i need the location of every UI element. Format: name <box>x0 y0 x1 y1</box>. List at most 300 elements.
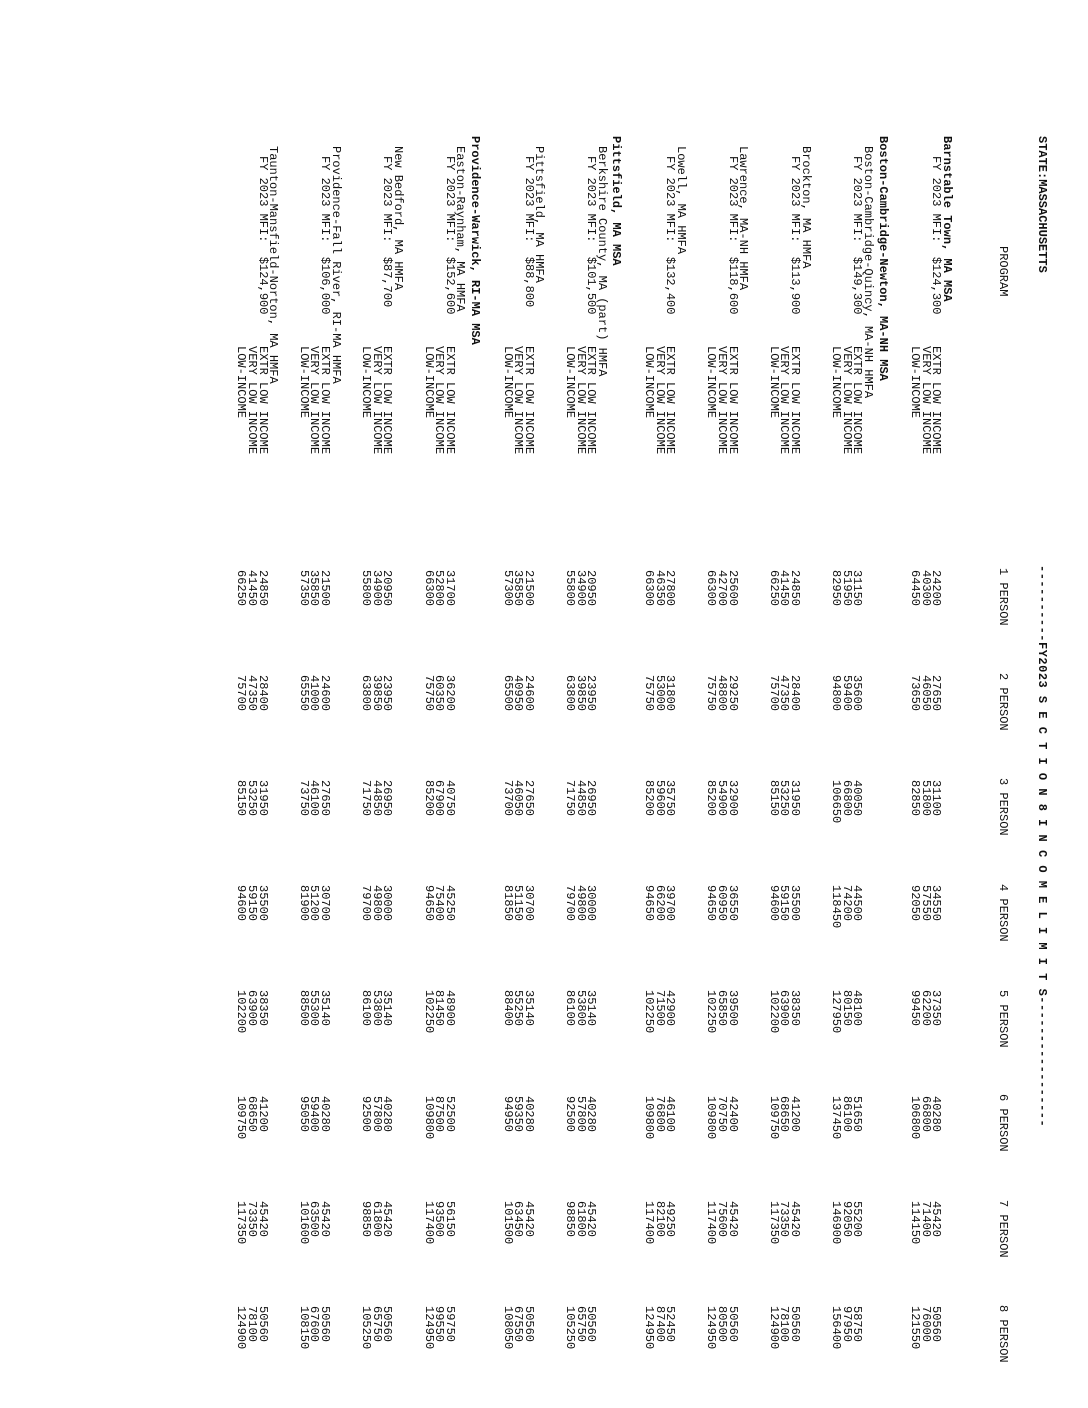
limit-value-3-person: 85200 <box>642 780 656 817</box>
limit-value-4-person: 94600 <box>766 885 781 922</box>
limit-value-2-person: 46050 <box>918 675 933 712</box>
mfi-label: FY 2023 MFI: $106,000 <box>318 156 332 315</box>
limit-value-3-person: 85200 <box>421 780 436 817</box>
limit-value-6-person: 76800 <box>652 1096 667 1133</box>
limit-value-5-person: 81450 <box>432 990 447 1027</box>
limit-value-5-person: 80150 <box>839 990 854 1027</box>
limit-value-5-person: 39500 <box>725 990 740 1027</box>
program-label: LOW-INCOME <box>908 346 923 419</box>
report-title: ----------FY2023 S E C T I O N 8 I N C O M E L I M I T S----------------- <box>1035 565 1049 1128</box>
program-label: VERY LOW INCOME <box>511 346 526 455</box>
program-label: VERY LOW INCOME <box>777 346 792 455</box>
limit-value-8-person: 59750 <box>442 1306 457 1343</box>
limit-value-3-person: 26950 <box>584 780 599 817</box>
limit-value-2-person: 28400 <box>255 675 270 712</box>
limit-value-5-person: 38350 <box>255 990 270 1027</box>
limit-value-3-person: 31100 <box>929 780 944 817</box>
limit-value-4-person: 94650 <box>704 885 719 922</box>
limit-value-2-person: 75750 <box>421 675 436 712</box>
limit-value-8-person: 87400 <box>652 1306 667 1343</box>
limit-value-1-person: 35850 <box>307 570 322 607</box>
program-label: EXTR LOW INCOME <box>318 346 332 455</box>
limit-value-5-person: 63900 <box>777 990 792 1027</box>
limit-value-6-person: 46100 <box>663 1096 678 1133</box>
limit-value-3-person: 85200 <box>704 780 719 817</box>
limit-value-7-person: 73350 <box>245 1201 259 1238</box>
limit-value-7-person: 63500 <box>307 1201 322 1238</box>
limit-value-1-person: 24850 <box>788 570 802 607</box>
limit-value-8-person: 50560 <box>725 1306 740 1343</box>
limit-value-3-person: 31950 <box>788 780 802 817</box>
limit-value-1-person: 20950 <box>380 570 395 607</box>
limit-value-1-person: 31700 <box>442 570 457 607</box>
limit-value-6-person: 109750 <box>234 1096 249 1140</box>
program-label: LOW-INCOME <box>563 346 577 419</box>
hmfa-name: Boston-Cambridge-Quincy, MA-NH HMFA <box>861 146 875 399</box>
limit-value-5-person: 53800 <box>573 990 588 1027</box>
limit-value-6-person: 42400 <box>725 1096 740 1133</box>
limit-value-6-person: 68650 <box>777 1096 792 1133</box>
limit-value-8-person: 108050 <box>500 1306 515 1350</box>
limit-value-2-person: 75700 <box>234 675 249 712</box>
limit-value-3-person: 26950 <box>380 780 395 817</box>
limit-value-1-person: 57300 <box>500 570 515 607</box>
limit-value-4-person: 45250 <box>442 885 457 922</box>
limit-value-6-person: 109800 <box>642 1096 656 1140</box>
limit-value-1-person: 25600 <box>725 570 740 607</box>
limit-value-4-person: 60950 <box>715 885 729 922</box>
limit-value-2-person: 73650 <box>908 675 923 712</box>
mfi-label: FY 2023 MFI: $152,600 <box>442 156 457 315</box>
limit-value-3-person: 44850 <box>369 780 384 817</box>
limit-value-7-person: 117400 <box>642 1201 656 1245</box>
program-label: LOW-INCOME <box>766 346 781 419</box>
limit-value-4-person: 81850 <box>500 885 515 922</box>
limit-value-1-person: 55800 <box>359 570 374 607</box>
limit-value-3-person: 82850 <box>908 780 923 817</box>
mfi-label: FY 2023 MFI: $113,900 <box>788 156 802 315</box>
limit-value-2-person: 94800 <box>829 675 844 712</box>
limit-value-5-person: 55250 <box>511 990 526 1027</box>
limit-value-1-person: 40300 <box>918 570 933 607</box>
program-label: VERY LOW INCOME <box>432 346 447 455</box>
limit-value-6-person: 137450 <box>829 1096 844 1140</box>
limit-value-4-person: 35500 <box>788 885 802 922</box>
limit-value-7-person: 45420 <box>929 1201 944 1238</box>
limit-value-4-person: 30700 <box>318 885 332 922</box>
limit-value-2-person: 31800 <box>663 675 678 712</box>
column-header-row <box>996 0 1010 1363</box>
limit-value-2-person: 63800 <box>563 675 577 712</box>
mfi-label: FY 2023 MFI: $101,500 <box>584 156 599 315</box>
limit-value-8-person: 76000 <box>918 1306 933 1343</box>
limit-value-6-person: 52500 <box>442 1096 457 1133</box>
limit-value-8-person: 50560 <box>255 1306 270 1343</box>
program-label: EXTR LOW INCOME <box>584 346 599 455</box>
limit-value-5-person: 86100 <box>359 990 374 1027</box>
limit-value-1-person: 55800 <box>563 570 577 607</box>
program-label: EXTR LOW INCOME <box>929 346 944 455</box>
limit-value-1-person: 31150 <box>850 570 865 607</box>
limit-value-5-person: 35140 <box>584 990 599 1027</box>
limit-value-4-person: 74200 <box>839 885 854 922</box>
header-2-person: 2 PERSON <box>996 673 1010 731</box>
header-8-person: 8 PERSON <box>996 1305 1010 1363</box>
limit-value-4-person: 35500 <box>255 885 270 922</box>
mfi-label: FY 2023 MFI: $132,400 <box>663 156 678 315</box>
program-label: LOW-INCOME <box>359 346 374 419</box>
program-label: EXTR LOW INCOME <box>380 346 395 455</box>
limit-value-5-person: 102250 <box>642 990 656 1034</box>
limit-value-8-person: 50560 <box>929 1306 944 1343</box>
limit-value-3-person: 54900 <box>715 780 729 817</box>
header-6-person: 6 PERSON <box>996 1094 1010 1152</box>
state-header: STATE:MASSACHUSETTS <box>1035 136 1049 273</box>
limit-value-8-person: 78100 <box>777 1306 792 1343</box>
limit-value-6-person: 94950 <box>500 1096 515 1133</box>
limit-value-7-person: 55200 <box>850 1201 865 1238</box>
limit-value-1-person: 27800 <box>663 570 678 607</box>
limit-value-5-person: 42900 <box>663 990 678 1027</box>
limit-value-5-person: 102250 <box>704 990 719 1034</box>
limit-value-6-person: 40280 <box>584 1096 599 1133</box>
limit-value-3-person: 66800 <box>839 780 854 817</box>
limit-value-6-person: 59350 <box>511 1096 526 1133</box>
limit-value-6-person: 92500 <box>563 1096 577 1133</box>
limit-value-8-person: 156400 <box>829 1306 844 1350</box>
limit-value-4-person: 92050 <box>908 885 923 922</box>
program-label: EXTR LOW INCOME <box>725 346 740 455</box>
limit-value-8-person: 58750 <box>850 1306 865 1343</box>
limit-value-2-person: 63800 <box>359 675 374 712</box>
limit-value-6-person: 59400 <box>307 1096 322 1133</box>
limit-value-5-person: 102250 <box>421 990 436 1034</box>
program-label: EXTR LOW INCOME <box>850 346 865 455</box>
limit-value-5-person: 53800 <box>369 990 384 1027</box>
limit-value-2-person: 24600 <box>318 675 332 712</box>
limit-value-4-person: 118450 <box>829 885 844 929</box>
hmfa-name: Brockton, MA HMFA <box>798 146 813 269</box>
program-label: LOW-INCOME <box>234 346 249 419</box>
limit-value-1-person: 64450 <box>908 570 923 607</box>
limit-value-5-person: 102200 <box>234 990 249 1034</box>
limit-value-1-person: 82950 <box>829 570 844 607</box>
limit-value-7-person: 117400 <box>704 1201 719 1245</box>
limit-value-1-person: 51950 <box>839 570 854 607</box>
program-label: LOW-INCOME <box>642 346 656 419</box>
limit-value-8-person: 105250 <box>359 1306 374 1350</box>
hmfa-name: Taunton-Mansfield-Norton, MA HMFA <box>266 146 281 384</box>
program-label: EXTR LOW INCOME <box>788 346 802 455</box>
limit-value-7-person: 45420 <box>788 1201 802 1238</box>
limit-value-7-person: 71400 <box>918 1201 933 1238</box>
limit-value-7-person: 63450 <box>511 1201 526 1238</box>
program-label: VERY LOW INCOME <box>573 346 588 455</box>
limit-value-2-person: 47350 <box>777 675 792 712</box>
limit-value-4-person: 79700 <box>359 885 374 922</box>
limit-value-8-person: 124900 <box>234 1306 249 1350</box>
limit-value-7-person: 92050 <box>839 1201 854 1238</box>
mfi-label: FY 2023 MFI: $124,300 <box>929 156 944 315</box>
limit-value-2-person: 39850 <box>573 675 588 712</box>
limit-value-6-person: 106800 <box>908 1096 923 1140</box>
limit-value-8-person: 97950 <box>839 1306 854 1343</box>
limit-value-5-person: 48900 <box>442 990 457 1027</box>
limit-value-7-person: 45420 <box>255 1201 270 1238</box>
program-label: VERY LOW INCOME <box>918 346 933 455</box>
limit-value-5-person: 48100 <box>850 990 865 1027</box>
area-name: Barnstable Town, MA MSA <box>940 136 954 302</box>
limit-value-2-person: 75700 <box>766 675 781 712</box>
limit-value-3-person: 51800 <box>918 780 933 817</box>
header-3-person: 3 PERSON <box>996 778 1010 836</box>
limit-value-4-person: 30700 <box>521 885 536 922</box>
limit-value-2-person: 29250 <box>725 675 740 712</box>
limit-value-7-person: 98850 <box>563 1201 577 1238</box>
limit-value-2-person: 39850 <box>369 675 384 712</box>
limit-value-6-person: 41200 <box>255 1096 270 1133</box>
limit-value-8-person: 67600 <box>307 1306 322 1343</box>
limit-value-3-person: 35750 <box>663 780 678 817</box>
limit-value-6-person: 57800 <box>573 1096 588 1133</box>
limit-value-1-person: 41450 <box>245 570 259 607</box>
limit-value-3-person: 27650 <box>521 780 536 817</box>
limit-value-4-person: 94600 <box>234 885 249 922</box>
hmfa-name: Easton-Raynham, MA HMFA <box>453 146 468 312</box>
limit-value-6-person: 40280 <box>521 1096 536 1133</box>
mfi-label: FY 2023 MFI: $124,900 <box>255 156 270 315</box>
mfi-label: FY 2023 MFI: $87,700 <box>380 156 395 308</box>
limit-value-3-person: 67900 <box>432 780 447 817</box>
limit-value-5-person: 63900 <box>245 990 259 1027</box>
limit-value-1-person: 34900 <box>573 570 588 607</box>
limit-value-3-person: 46100 <box>307 780 322 817</box>
limit-value-8-person: 50560 <box>584 1306 599 1343</box>
program-label: EXTR LOW INCOME <box>663 346 678 455</box>
limit-value-3-person: 40750 <box>442 780 457 817</box>
limit-value-3-person: 44850 <box>573 780 588 817</box>
program-label: LOW-INCOME <box>500 346 515 419</box>
program-label: VERY LOW INCOME <box>839 346 854 455</box>
limit-value-2-person: 60350 <box>432 675 447 712</box>
limit-value-6-person: 40280 <box>318 1096 332 1133</box>
limit-value-3-person: 73700 <box>500 780 515 817</box>
limit-value-7-person: 146900 <box>829 1201 844 1245</box>
program-label: LOW-INCOME <box>829 346 844 419</box>
limit-value-4-person: 49800 <box>573 885 588 922</box>
limit-value-1-person: 21500 <box>521 570 536 607</box>
program-label: VERY LOW INCOME <box>245 346 259 455</box>
limit-value-7-person: 101600 <box>296 1201 311 1245</box>
limit-value-8-person: 50560 <box>788 1306 802 1343</box>
limit-value-2-person: 28400 <box>788 675 802 712</box>
limit-value-2-person: 48800 <box>715 675 729 712</box>
limit-value-7-person: 61800 <box>369 1201 384 1238</box>
program-label: LOW-INCOME <box>296 346 311 419</box>
limit-value-6-person: 68650 <box>245 1096 259 1133</box>
header-4-person: 4 PERSON <box>996 884 1010 942</box>
state-header-line <box>1035 0 1049 1128</box>
limit-value-8-person: 65750 <box>573 1306 588 1343</box>
limit-value-7-person: 117350 <box>234 1201 249 1245</box>
limit-value-4-person: 59150 <box>777 885 792 922</box>
limit-value-1-person: 52800 <box>432 570 447 607</box>
limit-value-3-person: 27650 <box>318 780 332 817</box>
limit-value-8-person: 121550 <box>908 1306 923 1350</box>
limit-value-5-person: 38350 <box>788 990 802 1027</box>
limit-value-2-person: 47350 <box>245 675 259 712</box>
hmfa-name: Providence-Fall River, RI-MA HMFA <box>328 146 343 384</box>
limit-value-3-person: 71750 <box>359 780 374 817</box>
limit-value-8-person: 67550 <box>511 1306 526 1343</box>
program-label: EXTR LOW INCOME <box>521 346 536 455</box>
limit-value-1-person: 21500 <box>318 570 332 607</box>
limit-value-4-person: 49800 <box>369 885 384 922</box>
limit-value-2-person: 65550 <box>296 675 311 712</box>
limit-value-6-person: 109750 <box>766 1096 781 1140</box>
limit-value-1-person: 66300 <box>704 570 719 607</box>
limit-value-8-person: 124950 <box>704 1306 719 1350</box>
limit-value-5-person: 62200 <box>918 990 933 1027</box>
limit-value-2-person: 23950 <box>380 675 395 712</box>
limit-value-1-person: 66250 <box>234 570 249 607</box>
program-label: EXTR LOW INCOME <box>442 346 457 455</box>
limit-value-4-person: 57550 <box>918 885 933 922</box>
header-1-person: 1 PERSON <box>996 568 1010 626</box>
limit-value-5-person: 55300 <box>307 990 322 1027</box>
limit-value-4-person: 66200 <box>652 885 667 922</box>
limit-value-5-person: 86100 <box>563 990 577 1027</box>
limit-value-5-person: 65850 <box>715 990 729 1027</box>
limit-value-5-person: 35140 <box>521 990 536 1027</box>
limit-value-2-person: 23950 <box>584 675 599 712</box>
program-label: LOW-INCOME <box>421 346 436 419</box>
limit-value-4-person: 94650 <box>421 885 436 922</box>
program-header: PROGRAM <box>996 246 1010 297</box>
limit-value-3-person: 31950 <box>255 780 270 817</box>
limit-value-4-person: 59150 <box>245 885 259 922</box>
limit-value-2-person: 75750 <box>704 675 719 712</box>
program-label: VERY LOW INCOME <box>307 346 322 455</box>
limit-value-2-person: 35600 <box>850 675 865 712</box>
limit-value-2-person: 36200 <box>442 675 457 712</box>
limit-value-5-person: 127950 <box>829 990 844 1034</box>
limit-value-4-person: 81900 <box>296 885 311 922</box>
mfi-label: FY 2023 MFI: $149,300 <box>850 156 865 315</box>
limit-value-8-person: 50560 <box>318 1306 332 1343</box>
program-label: VERY LOW INCOME <box>369 346 384 455</box>
limit-value-3-person: 73750 <box>296 780 311 817</box>
limit-value-7-person: 45420 <box>725 1201 740 1238</box>
limit-value-7-person: 75600 <box>715 1201 729 1238</box>
limit-value-7-person: 82100 <box>652 1201 667 1238</box>
area-name: Pittsfield, MA MSA <box>609 136 624 266</box>
limit-value-7-person: 114150 <box>908 1201 923 1245</box>
limit-value-5-person: 102200 <box>766 990 781 1034</box>
limit-value-4-person: 94650 <box>642 885 656 922</box>
area-name: Providence-Warwick, RI-MA MSA <box>468 136 482 345</box>
limit-value-4-person: 30000 <box>380 885 395 922</box>
limit-value-8-person: 78100 <box>245 1306 259 1343</box>
limit-value-5-person: 35140 <box>318 990 332 1027</box>
limit-value-3-person: 46050 <box>511 780 526 817</box>
limit-value-7-person: 49250 <box>663 1201 678 1238</box>
limit-value-4-person: 36550 <box>725 885 740 922</box>
hmfa-name: New Bedford, MA HMFA <box>391 146 405 291</box>
limit-value-8-person: 124950 <box>421 1306 436 1350</box>
limit-value-8-person: 50560 <box>521 1306 536 1343</box>
area-name: Boston-Cambridge-Newton, MA-NH MSA <box>875 136 890 381</box>
limit-value-1-person: 57350 <box>296 570 311 607</box>
limit-value-4-person: 75400 <box>432 885 447 922</box>
limit-value-8-person: 65750 <box>369 1306 384 1343</box>
limit-value-2-person: 53000 <box>652 675 667 712</box>
limit-value-7-person: 45420 <box>380 1201 395 1238</box>
limit-value-1-person: 24200 <box>929 570 944 607</box>
hmfa-name: Pittsfield, MA HMFA <box>532 146 547 283</box>
program-label: VERY LOW INCOME <box>715 346 729 455</box>
limit-value-7-person: 117350 <box>766 1201 781 1245</box>
limit-value-6-person: 57800 <box>369 1096 384 1133</box>
limit-value-6-person: 70750 <box>715 1096 729 1133</box>
limit-value-7-person: 56150 <box>442 1201 457 1238</box>
program-label: EXTR LOW INCOME <box>255 346 270 455</box>
limit-value-3-person: 40050 <box>850 780 865 817</box>
limit-value-4-person: 51200 <box>307 885 322 922</box>
limit-value-7-person: 45420 <box>584 1201 599 1238</box>
limit-value-5-person: 37350 <box>929 990 944 1027</box>
mfi-label: FY 2023 MFI: $88,800 <box>521 156 536 308</box>
limit-value-5-person: 88500 <box>296 990 311 1027</box>
limit-value-1-person: 35850 <box>511 570 526 607</box>
limit-value-6-person: 109800 <box>704 1096 719 1140</box>
limit-value-7-person: 73350 <box>777 1201 792 1238</box>
limit-value-8-person: 80500 <box>715 1306 729 1343</box>
hmfa-name: Lowell, MA HMFA <box>673 146 688 255</box>
limit-value-1-person: 66250 <box>766 570 781 607</box>
limit-value-2-person: 24600 <box>521 675 536 712</box>
limit-value-4-person: 51150 <box>511 885 526 922</box>
limit-value-1-person: 41450 <box>777 570 792 607</box>
limit-value-7-person: 93500 <box>432 1201 447 1238</box>
limit-value-1-person: 46350 <box>652 570 667 607</box>
limit-value-1-person: 42700 <box>715 570 729 607</box>
limit-value-7-person: 61800 <box>573 1201 588 1238</box>
limit-value-6-person: 95050 <box>296 1096 311 1133</box>
limit-value-1-person: 66300 <box>421 570 436 607</box>
limit-value-4-person: 30000 <box>584 885 599 922</box>
limit-value-3-person: 53250 <box>245 780 259 817</box>
limit-value-3-person: 53250 <box>777 780 792 817</box>
limit-value-4-person: 34550 <box>929 885 944 922</box>
limit-value-6-person: 41200 <box>788 1096 802 1133</box>
limit-value-6-person: 51650 <box>850 1096 865 1133</box>
limit-value-2-person: 40950 <box>511 675 526 712</box>
limit-value-4-person: 79700 <box>563 885 577 922</box>
limit-value-5-person: 88400 <box>500 990 515 1027</box>
limit-value-1-person: 66300 <box>642 570 656 607</box>
header-5-person: 5 PERSON <box>996 990 1010 1048</box>
limit-value-3-person: 71750 <box>563 780 577 817</box>
limit-value-8-person: 124900 <box>766 1306 781 1350</box>
limit-value-4-person: 44500 <box>850 885 865 922</box>
program-label: VERY LOW INCOME <box>652 346 667 455</box>
limit-value-3-person: 59600 <box>652 780 667 817</box>
limit-value-7-person: 45420 <box>521 1201 536 1238</box>
limit-value-3-person: 85150 <box>766 780 781 817</box>
limit-value-7-person: 117400 <box>421 1201 436 1245</box>
limit-value-6-person: 92500 <box>359 1096 374 1133</box>
